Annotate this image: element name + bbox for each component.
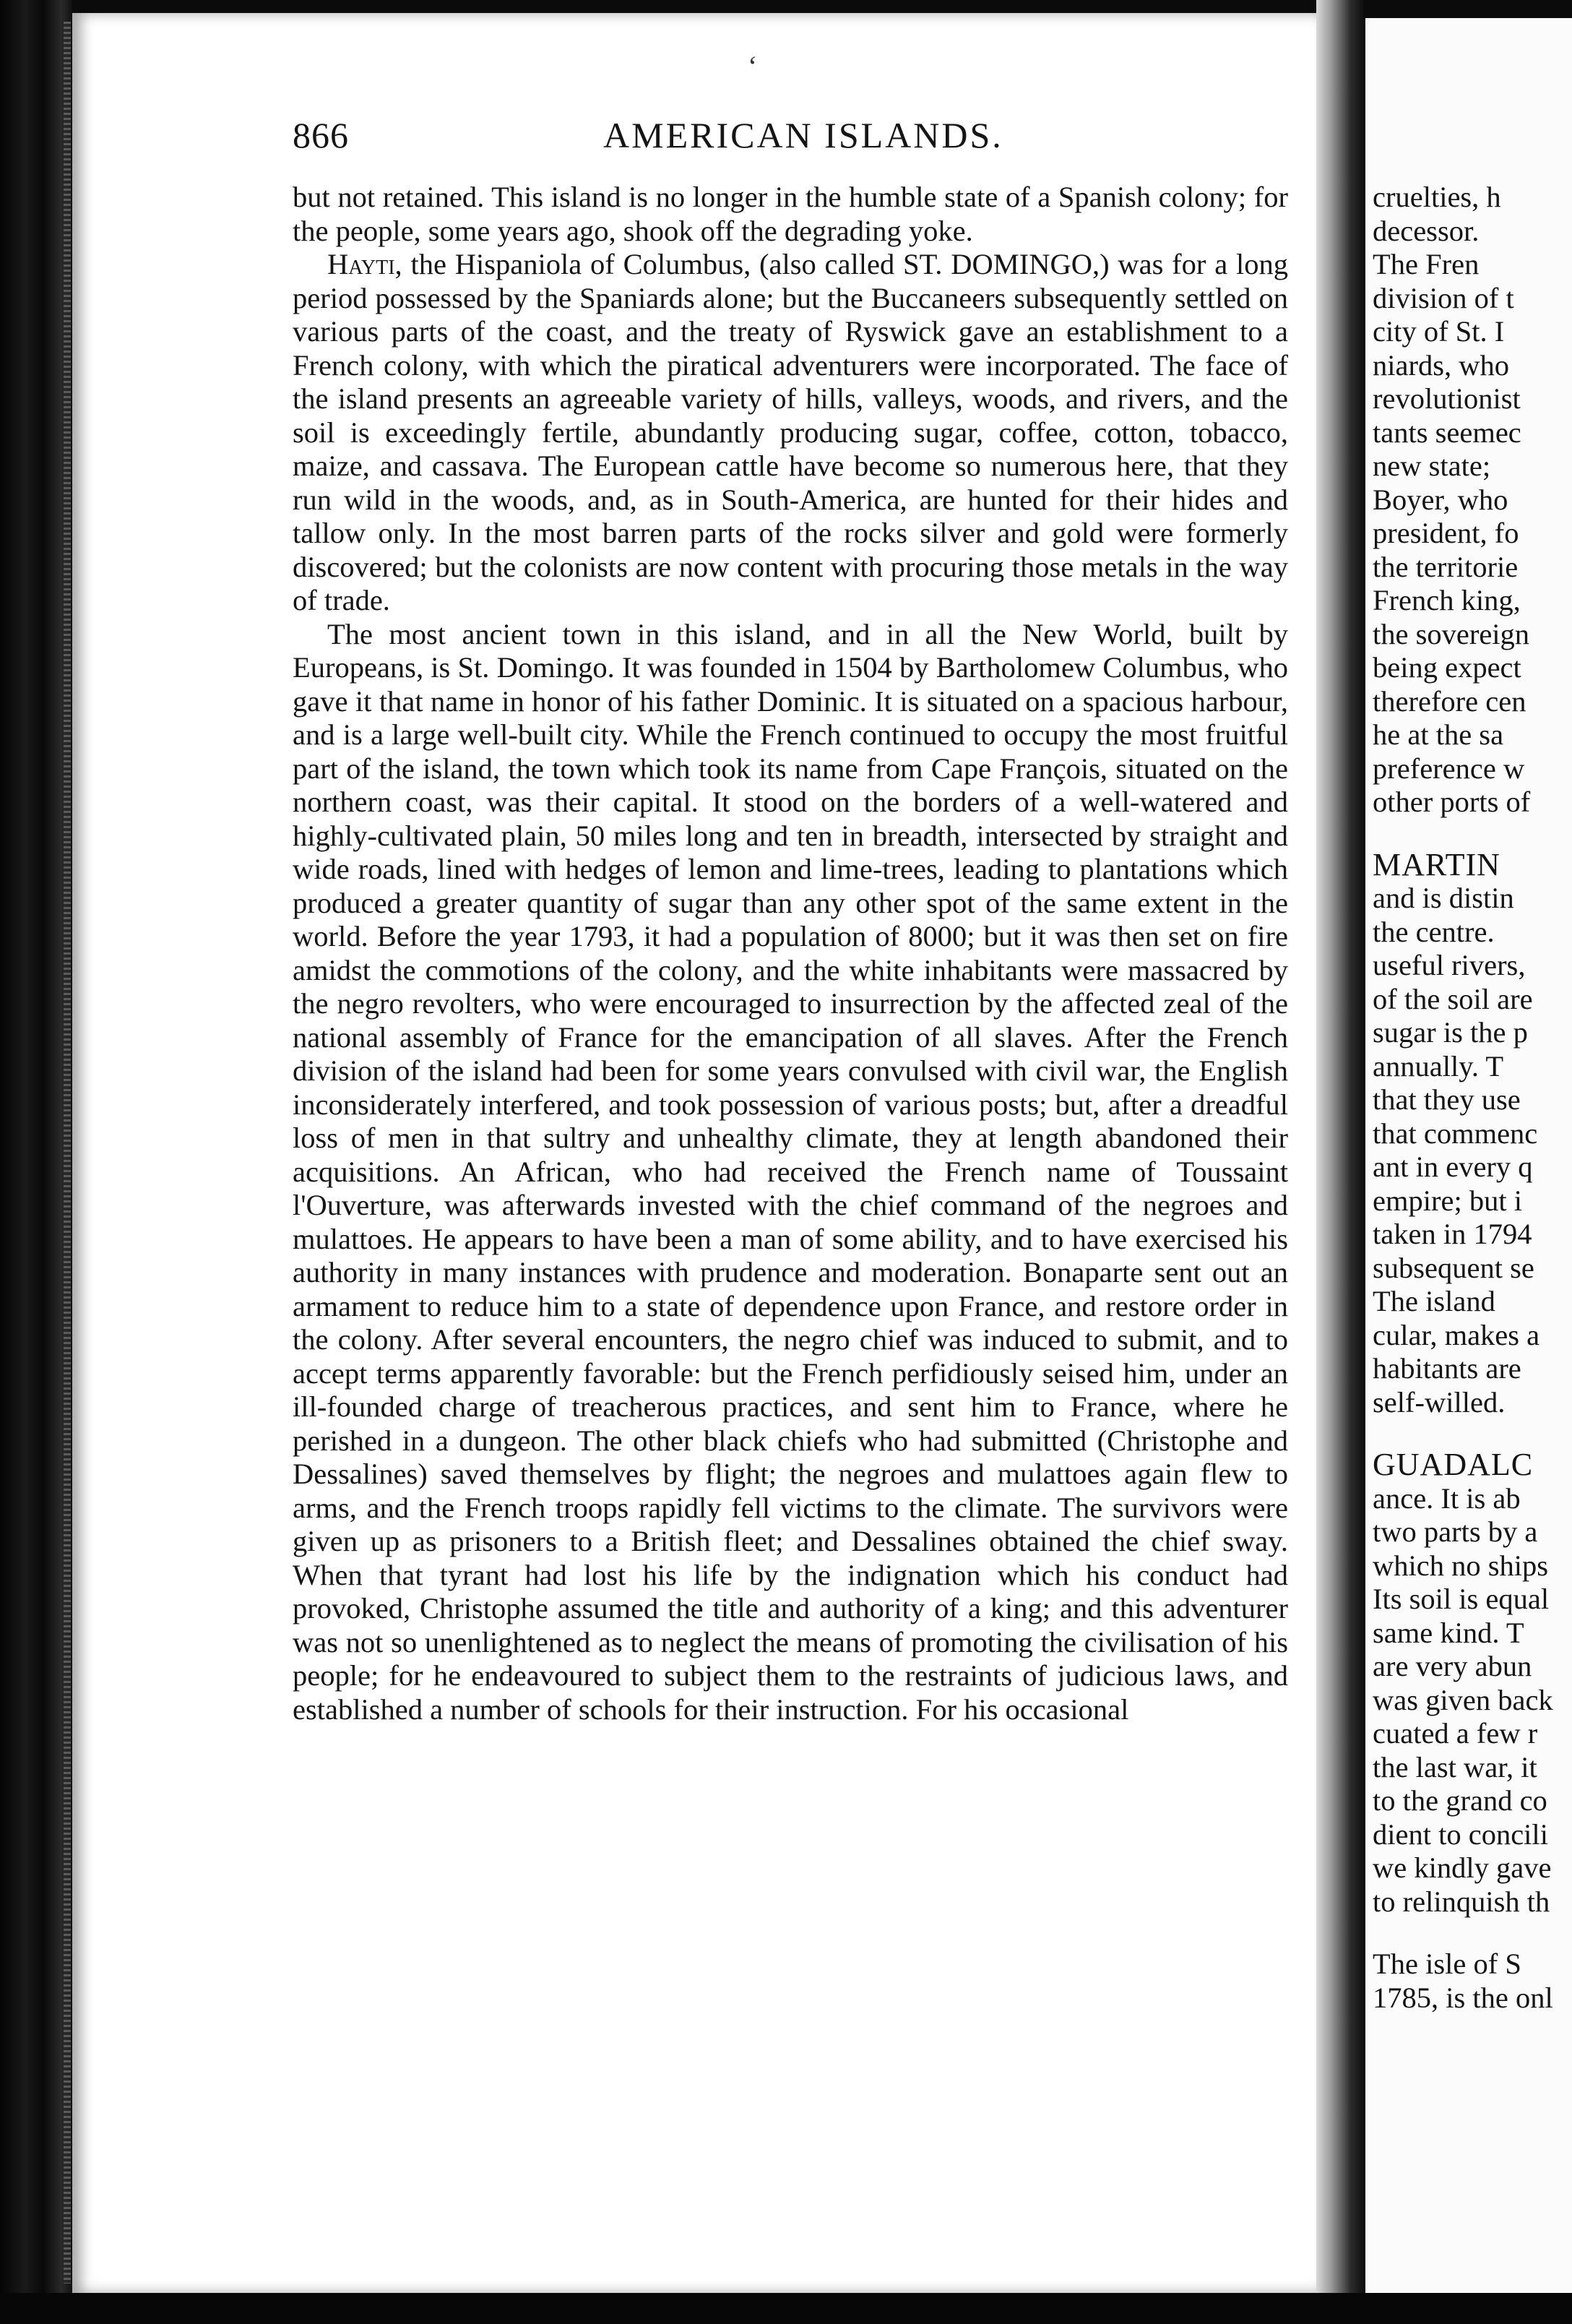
facing-page-line: the territorie: [1373, 550, 1519, 583]
facing-page-line: Its soil is equal: [1373, 1583, 1550, 1615]
facing-page-line: 1785, is the onl: [1373, 1981, 1553, 2014]
facing-page-line: to the grand co: [1373, 1784, 1547, 1817]
facing-page-line: cular, makes a: [1373, 1318, 1540, 1351]
facing-page-line: self-willed.: [1373, 1385, 1506, 1419]
paragraph-lead: Hayti: [327, 248, 395, 280]
facing-page-line: being expect: [1373, 651, 1521, 684]
facing-page-line: ance. It is ab: [1373, 1481, 1521, 1515]
facing-page-line: are very abun: [1373, 1650, 1532, 1682]
facing-page-line: The Fren: [1373, 248, 1480, 280]
facing-page-line: same kind. T: [1373, 1616, 1524, 1649]
facing-page-line: taken in 1794: [1373, 1218, 1532, 1250]
facing-page-line: two parts by a: [1373, 1515, 1538, 1548]
bottom-border: [0, 2293, 1572, 2324]
facing-page-spacer: [1373, 1919, 1572, 1948]
facing-page-line: Boyer, who: [1373, 483, 1508, 516]
facing-page-line: decessor.: [1373, 214, 1480, 247]
facing-page-line: niards, who: [1373, 348, 1509, 382]
ink-mark: ‘: [748, 50, 758, 82]
facing-page-line: subsequent se: [1373, 1251, 1534, 1284]
page-edge-stack: [64, 22, 71, 2284]
facing-page-line: cruelties, h: [1373, 181, 1501, 213]
facing-page-spacer: [1373, 819, 1572, 848]
facing-page-line: other ports of: [1373, 786, 1531, 818]
facing-page-line: and is distin: [1373, 882, 1514, 914]
facing-page-line: habitants are: [1373, 1352, 1521, 1385]
facing-page-line: MARTIN: [1373, 846, 1500, 882]
facing-page-line: therefore cen: [1373, 684, 1526, 718]
facing-page-line: the last war, it: [1373, 1750, 1537, 1783]
facing-page-line: GUADALC: [1373, 1447, 1534, 1482]
paragraph-3: [293, 618, 1288, 1727]
facing-page-line: The isle of S: [1373, 1948, 1521, 1980]
running-head: AMERICAN ISLANDS.: [603, 115, 1003, 155]
facing-page-line: that they use: [1373, 1083, 1521, 1116]
facing-page-line: revolutionist: [1373, 382, 1521, 415]
facing-page-line: empire; but i: [1373, 1184, 1522, 1217]
paragraph-text: but not retained. This island is no longer in the humble state of a Spanish colony; for the people, some years ago, shook off the degrading yoke.: [293, 181, 1288, 247]
facing-page-line: ant in every q: [1373, 1150, 1533, 1183]
facing-page-line: new state;: [1373, 449, 1491, 482]
body-text: [293, 181, 1288, 1726]
facing-page-line: we kindly gave: [1373, 1851, 1552, 1884]
facing-page-line: president, fo: [1373, 517, 1519, 549]
facing-page-line: preference w: [1373, 752, 1525, 785]
facing-page-line: that commenc: [1373, 1116, 1538, 1150]
facing-page-line: city of St. I: [1373, 315, 1505, 348]
paragraph-2: [293, 248, 1288, 618]
paragraph-1: [293, 181, 1288, 248]
page-number: 866: [293, 115, 349, 155]
facing-page-line: tants seemec: [1373, 416, 1521, 449]
facing-page-line: division of t: [1373, 281, 1514, 314]
facing-page-line: to relinquish th: [1373, 1885, 1550, 1918]
paragraph-text: , the Hispaniola of Columbus, (also called ST. DOMINGO,) was for a long period possessed by the Spaniards alone; but the Buccaneers subsequently settled on various parts of the coast, and the treaty of Ryswick gave an establishment to a French colony, with which the piratical adventurers were incorporated. The face of the island presents an agreeable variety of hills, valleys, woods, and rivers, and the soil is exceedingly fertile, abundantly producing sugar, coffee, cotton, tobacco, maize, and cassava. The European cattle have become so numerous here, that they run wild in the woods, and, as in South-America, are hunted for their hides and tallow only. In the most barren parts of the rocks silver and gold were formerly discovered; but the colonists are now content with procuring those metals in the way of trade.: [293, 248, 1288, 616]
facing-page-line: useful rivers,: [1373, 949, 1526, 981]
page-header: [293, 50, 1311, 165]
paragraph-text: The most ancient town in this island, and in all the New World, built by Europeans, is St. Domingo. It was founded in 1504 by Bartholomew Columbus, who gave it that name in honor of his father Dominic. It is situated on a spacious harbour, and is a large well-built city. While the French continued to occupy the most fruitful part of the island, the town which took its name from Cape François, situated on the northern coast, was their capital. It stood on the borders of a well-watered and highly-cultivated plain, 50 miles long and ten in breadth, intersected by straight and wide roads, lined with hedges of lemon and lime-trees, leading to plantations which produced a greater quantity of sugar than any other spot of the same extent in the world. Before the year 1793, it had a population of 8000; but it was then set on fire amidst the commotions of the colony, and the white inhabitants were massacred by the negro revolters, who were encouraged to insurrection by the affected zeal of the national assembly of France for the emancipation of all slaves. After the French division of the island had been for some years convulsed with civil war, the English inconsiderately interfered, and took possession of various posts; but, after a dreadful loss of men in that sultry and unhealthy climate, they at length abandoned their acquisitions. An African, who had received the French name of Toussaint l'Ouverture, was afterwards invested with the chief command of the negroes and mulattoes. He appears to have been a man of some ability, and to have exercised his authority in many instances with prudence and moderation. Bonaparte sent out an armament to reduce him to a state of dependence upon France, and restore order in the colony. After several encounters, the negro chief was induced to submit, and to accept terms apparently favorable: but the French perfidiously seised him, under an ill-founded charge of treacherous practices, and sent him to France, where he perished in a dungeon. The other black chiefs who had submitted (Christophe and Dessalines) saved themselves by flight; the negroes and mulattoes again flew to arms, and the French troops rapidly fell victims to the climate. The survivors were given up as prisoners to a British fleet; and Dessalines obtained the chief sway. When that tyrant had lost his life by the indignation which his conduct had provoked, Christophe assumed the title and authority of a king; and this adventurer was not so unenlightened as to neglect the means of promoting the civilisation of his people; for he endeavoured to subject them to the restraints of judicious laws, and established a number of schools for their instruction. For his occasional: [293, 617, 1288, 1726]
facing-page-line: of the soil are: [1373, 982, 1533, 1015]
facing-page-line: was given back: [1373, 1683, 1553, 1716]
facing-page-line: which no ships: [1373, 1549, 1548, 1582]
facing-page-spacer: [1373, 1419, 1572, 1448]
facing-page-line: he at the sa: [1373, 718, 1504, 751]
facing-page-line: dient to concili: [1373, 1817, 1548, 1851]
facing-page-line: the centre.: [1373, 915, 1495, 948]
facing-page-line: annually. T: [1373, 1049, 1504, 1083]
facing-page-line: The island: [1373, 1285, 1495, 1317]
book-binding-left: [0, 0, 72, 2324]
facing-page-column: [1373, 181, 1572, 2015]
facing-page-line: the sovereign: [1373, 617, 1530, 650]
facing-page-line: French king,: [1373, 584, 1521, 616]
facing-page-line: sugar is the p: [1373, 1016, 1528, 1049]
facing-page-line: cuated a few r: [1373, 1717, 1538, 1750]
book-gutter: [1316, 0, 1365, 2324]
